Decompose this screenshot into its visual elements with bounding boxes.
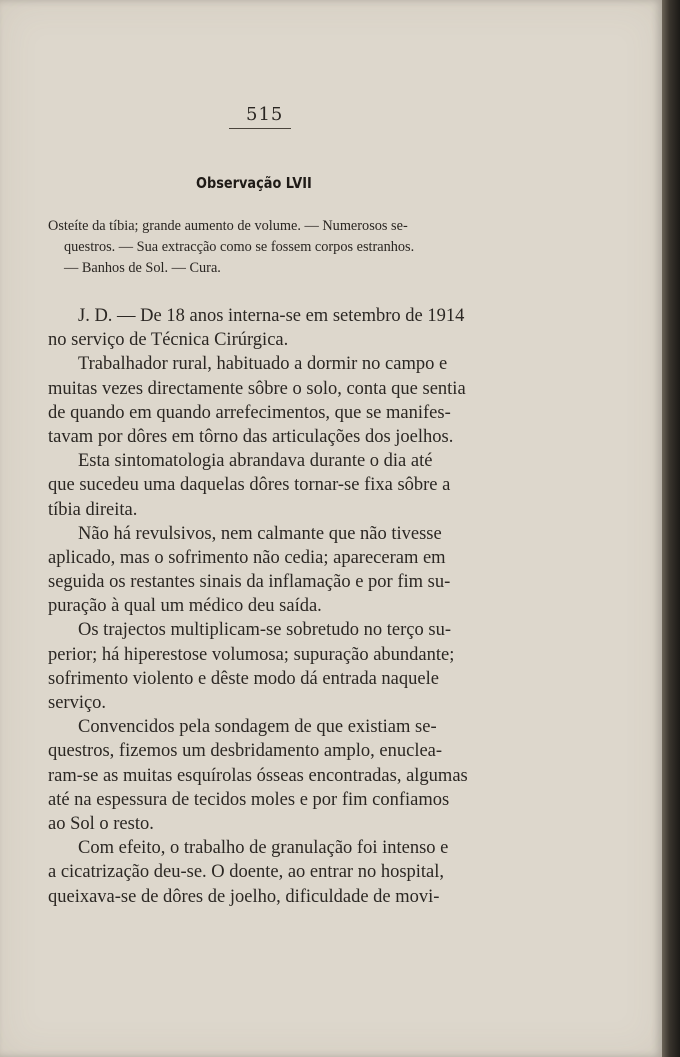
- body-line: a cicatrização deu-se. O doente, ao entrar no hospital,: [48, 862, 445, 883]
- body-line: tíbia direita.: [48, 499, 138, 520]
- case-summary: [48, 216, 488, 279]
- body-line: sofrimento violento e dêste modo dá entrada naquele: [48, 668, 439, 689]
- body-line: Com efeito, o trabalho de granulação foi intenso e: [78, 838, 449, 859]
- body-line: Não há revulsivos, nem calmante que não tivesse: [78, 523, 442, 544]
- body-line: ao Sol o resto.: [48, 813, 154, 834]
- body-line: Esta sintomatologia abrandava durante o dia até: [78, 451, 433, 472]
- body-line: Trabalhador rural, habituado a dormir no campo e: [78, 354, 448, 375]
- body-line: questros, fizemos um desbridamento amplo, enuclea-: [48, 741, 443, 762]
- case-body-text: [48, 304, 490, 909]
- body-line: tavam por dôres em tôrno das articulações dos joelhos.: [48, 426, 454, 447]
- body-line: perior; há hiperestose volumosa; supuração abundante;: [48, 644, 455, 665]
- body-line: até na espessura de tecidos moles e por fim confiamos: [48, 789, 450, 810]
- body-line: seguida os restantes sinais da inflamação e por fim su-: [48, 572, 451, 593]
- page-number-rule: [229, 128, 291, 129]
- body-line: que sucedeu uma daquelas dôres tornar-se fixa sôbre a: [48, 475, 451, 496]
- body-line: puração à qual um médico deu saída.: [48, 596, 322, 617]
- book-binding-edge: [662, 0, 680, 1057]
- summary-line: questros. — Sua extracção como se fossem corpos estranhos.: [64, 239, 415, 255]
- summary-line: Osteíte da tíbia; grande aumento de volume. — Numerosos se-: [48, 218, 408, 234]
- body-line: aplicado, mas o sofrimento não cedia; apareceram em: [48, 547, 446, 568]
- body-line: Convencidos pela sondagem de que existiam se-: [78, 717, 437, 738]
- body-line: Os trajectos multiplicam-se sobretudo no terço su-: [78, 620, 451, 641]
- body-line: de quando em quando arrefecimentos, que se manifes-: [48, 402, 451, 423]
- body-line: queixava-se de dôres de joelho, dificuldade de movi-: [48, 886, 440, 907]
- body-line: J. D. — De 18 anos interna-se em setembro de 1914: [78, 306, 465, 326]
- body-line: serviço.: [48, 693, 107, 713]
- page-number: 515: [246, 104, 284, 125]
- body-line: muitas vezes directamente sôbre o solo, conta que sentia: [48, 378, 466, 399]
- observation-title: Observação LVII: [196, 174, 312, 192]
- summary-line: — Banhos de Sol. — Cura.: [64, 260, 221, 276]
- body-line: no serviço de Técnica Cirúrgica.: [48, 330, 289, 351]
- body-line: ram-se as muitas esquírolas ósseas encontradas, algumas: [48, 765, 468, 786]
